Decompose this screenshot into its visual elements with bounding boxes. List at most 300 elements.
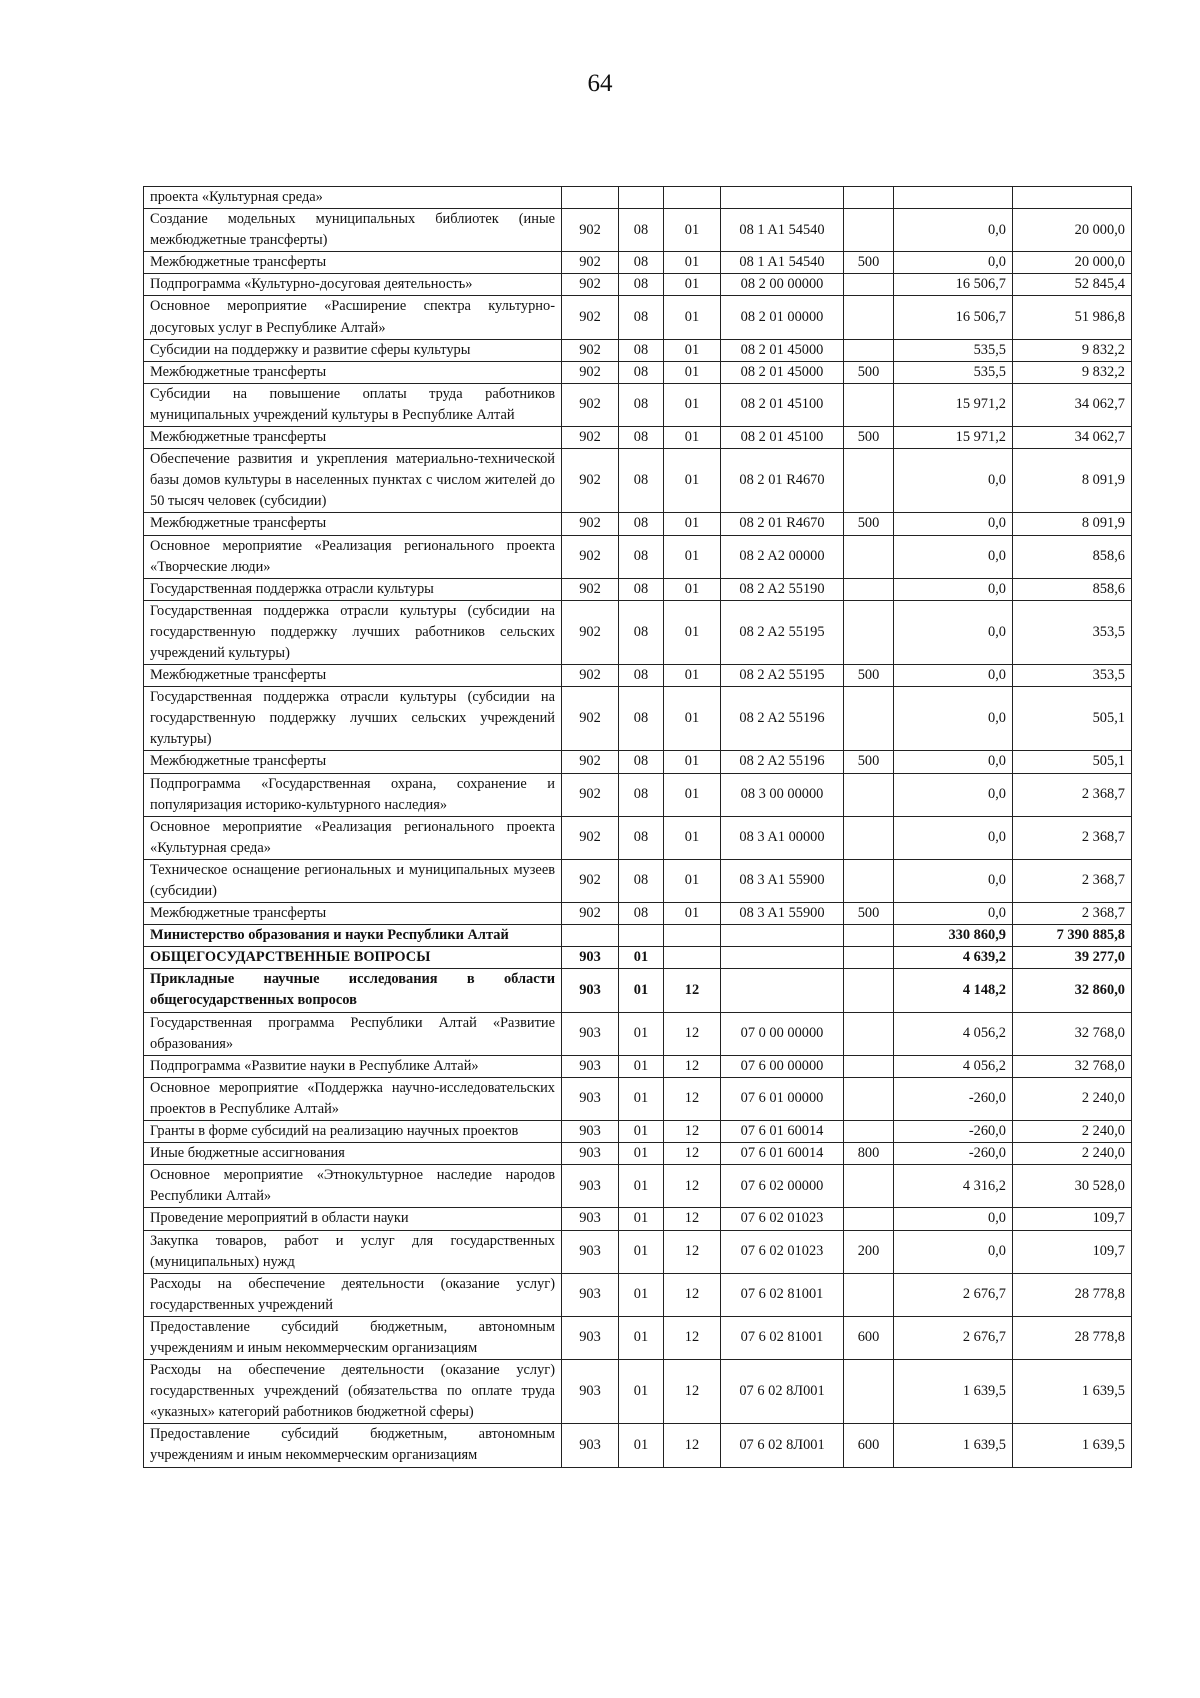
amount-change: 0,0 <box>894 600 1013 664</box>
amount-total: 353,5 <box>1013 665 1132 687</box>
amount-total: 28 778,8 <box>1013 1273 1132 1316</box>
subsection-code: 12 <box>664 1273 721 1316</box>
admin-code: 902 <box>562 361 619 383</box>
section-code: 01 <box>619 947 664 969</box>
subsection-code: 01 <box>664 687 721 751</box>
section-code: 01 <box>619 1077 664 1120</box>
row-name: Государственная поддержка отрасли культуры <box>144 578 562 600</box>
subsection-code: 12 <box>664 1360 721 1424</box>
expense-type-code: 600 <box>844 1316 894 1359</box>
admin-code: 903 <box>562 1077 619 1120</box>
amount-total: 858,6 <box>1013 578 1132 600</box>
expense-type-code <box>844 1121 894 1143</box>
target-article-code: 08 3 A1 00000 <box>721 816 844 859</box>
table-row <box>144 513 1132 535</box>
target-article-code: 08 2 01 R4670 <box>721 513 844 535</box>
row-name: Основное мероприятие «Расширение спектра культурно-досуговых услуг в Республике Алтай» <box>144 296 562 339</box>
target-article-code: 07 6 02 8Л001 <box>721 1360 844 1424</box>
subsection-code: 12 <box>664 1316 721 1359</box>
subsection-code: 01 <box>664 427 721 449</box>
admin-code: 902 <box>562 578 619 600</box>
amount-change: -260,0 <box>894 1143 1013 1165</box>
expense-type-code <box>844 600 894 664</box>
table-row <box>144 209 1132 252</box>
amount-total: 1 639,5 <box>1013 1424 1132 1467</box>
target-article-code: 08 2 01 45100 <box>721 427 844 449</box>
expense-type-code <box>844 274 894 296</box>
amount-total: 34 062,7 <box>1013 383 1132 426</box>
row-name: Предоставление субсидий бюджетным, автономным учреждениям и иным некоммерческим организациям <box>144 1424 562 1467</box>
table-row <box>144 427 1132 449</box>
table-row <box>144 1424 1132 1467</box>
section-code: 08 <box>619 578 664 600</box>
section-code: 08 <box>619 535 664 578</box>
section-code: 08 <box>619 427 664 449</box>
amount-change: 2 676,7 <box>894 1316 1013 1359</box>
amount-total: 39 277,0 <box>1013 947 1132 969</box>
amount-change: 0,0 <box>894 751 1013 773</box>
row-name: Основное мероприятие «Реализация регионального проекта «Творческие люди» <box>144 535 562 578</box>
amount-change: 0,0 <box>894 513 1013 535</box>
amount-total: 32 768,0 <box>1013 1012 1132 1055</box>
expense-type-code: 500 <box>844 361 894 383</box>
target-article-code: 08 2 A2 55196 <box>721 751 844 773</box>
amount-total: 32 860,0 <box>1013 969 1132 1012</box>
table-row <box>144 751 1132 773</box>
section-code: 01 <box>619 1316 664 1359</box>
admin-code <box>562 925 619 947</box>
table-row <box>144 1208 1132 1230</box>
amount-change: -260,0 <box>894 1077 1013 1120</box>
expense-type-code <box>844 947 894 969</box>
row-name: Обеспечение развития и укрепления материально-технической базы домов культуры в населенных пунктах с числом жителей до 50 тысяч человек (субсидии) <box>144 449 562 513</box>
target-article-code: 08 2 A2 00000 <box>721 535 844 578</box>
target-article-code <box>721 187 844 209</box>
amount-total: 20 000,0 <box>1013 252 1132 274</box>
budget-table <box>143 186 1132 1468</box>
admin-code: 902 <box>562 816 619 859</box>
admin-code: 903 <box>562 1165 619 1208</box>
section-code: 08 <box>619 665 664 687</box>
amount-total: 8 091,9 <box>1013 449 1132 513</box>
admin-code: 903 <box>562 1360 619 1424</box>
amount-total: 52 845,4 <box>1013 274 1132 296</box>
target-article-code: 08 2 A2 55190 <box>721 578 844 600</box>
section-code: 08 <box>619 361 664 383</box>
amount-total: 1 639,5 <box>1013 1360 1132 1424</box>
amount-total: 32 768,0 <box>1013 1055 1132 1077</box>
row-name: Межбюджетные трансферты <box>144 427 562 449</box>
target-article-code: 08 2 01 45000 <box>721 361 844 383</box>
target-article-code: 08 2 A2 55196 <box>721 687 844 751</box>
amount-change: 0,0 <box>894 578 1013 600</box>
amount-change: 535,5 <box>894 361 1013 383</box>
admin-code: 902 <box>562 600 619 664</box>
table-row <box>144 969 1132 1012</box>
amount-total: 858,6 <box>1013 535 1132 578</box>
subsection-code: 01 <box>664 339 721 361</box>
row-name: Межбюджетные трансферты <box>144 513 562 535</box>
section-code: 01 <box>619 1143 664 1165</box>
amount-change: 16 506,7 <box>894 296 1013 339</box>
subsection-code: 01 <box>664 600 721 664</box>
row-name: проекта «Культурная среда» <box>144 187 562 209</box>
amount-change: 0,0 <box>894 535 1013 578</box>
amount-change: 0,0 <box>894 687 1013 751</box>
amount-change: 0,0 <box>894 859 1013 902</box>
admin-code: 903 <box>562 1230 619 1273</box>
section-code: 08 <box>619 513 664 535</box>
section-code: 01 <box>619 1424 664 1467</box>
amount-change: 4 056,2 <box>894 1012 1013 1055</box>
admin-code: 903 <box>562 1424 619 1467</box>
target-article-code: 07 6 02 01023 <box>721 1208 844 1230</box>
expense-type-code <box>844 383 894 426</box>
subsection-code: 01 <box>664 361 721 383</box>
admin-code: 903 <box>562 1012 619 1055</box>
admin-code: 903 <box>562 1273 619 1316</box>
admin-code: 902 <box>562 513 619 535</box>
target-article-code: 07 6 02 8Л001 <box>721 1424 844 1467</box>
subsection-code: 01 <box>664 252 721 274</box>
table-row <box>144 1273 1132 1316</box>
subsection-code: 12 <box>664 1077 721 1120</box>
subsection-code <box>664 947 721 969</box>
target-article-code: 07 6 02 81001 <box>721 1316 844 1359</box>
admin-code: 902 <box>562 859 619 902</box>
expense-type-code <box>844 1077 894 1120</box>
amount-change: 1 639,5 <box>894 1424 1013 1467</box>
subsection-code: 01 <box>664 859 721 902</box>
section-code: 01 <box>619 1012 664 1055</box>
amount-total: 7 390 885,8 <box>1013 925 1132 947</box>
row-name: Иные бюджетные ассигнования <box>144 1143 562 1165</box>
table-row <box>144 1077 1132 1120</box>
expense-type-code <box>844 578 894 600</box>
expense-type-code <box>844 535 894 578</box>
row-name: ОБЩЕГОСУДАРСТВЕННЫЕ ВОПРОСЫ <box>144 947 562 969</box>
expense-type-code: 500 <box>844 903 894 925</box>
amount-change: 0,0 <box>894 449 1013 513</box>
expense-type-code: 500 <box>844 751 894 773</box>
amount-total: 505,1 <box>1013 751 1132 773</box>
row-name: Проведение мероприятий в области науки <box>144 1208 562 1230</box>
row-name: Министерство образования и науки Республики Алтай <box>144 925 562 947</box>
table-row <box>144 773 1132 816</box>
row-name: Межбюджетные трансферты <box>144 751 562 773</box>
table-row <box>144 1143 1132 1165</box>
section-code: 08 <box>619 903 664 925</box>
amount-change: 0,0 <box>894 1230 1013 1273</box>
amount-change: 535,5 <box>894 339 1013 361</box>
subsection-code <box>664 925 721 947</box>
table-row <box>144 1230 1132 1273</box>
table-row <box>144 1165 1132 1208</box>
section-code: 01 <box>619 1230 664 1273</box>
row-name: Межбюджетные трансферты <box>144 903 562 925</box>
admin-code: 902 <box>562 665 619 687</box>
amount-total: 30 528,0 <box>1013 1165 1132 1208</box>
amount-change: 330 860,9 <box>894 925 1013 947</box>
table-row <box>144 339 1132 361</box>
table-row <box>144 859 1132 902</box>
admin-code: 902 <box>562 687 619 751</box>
subsection-code: 12 <box>664 1230 721 1273</box>
amount-total: 2 368,7 <box>1013 859 1132 902</box>
target-article-code <box>721 969 844 1012</box>
subsection-code <box>664 187 721 209</box>
subsection-code: 01 <box>664 274 721 296</box>
table-row <box>144 578 1132 600</box>
section-code: 01 <box>619 1208 664 1230</box>
subsection-code: 12 <box>664 1055 721 1077</box>
section-code <box>619 925 664 947</box>
table-row <box>144 1055 1132 1077</box>
table-row <box>144 687 1132 751</box>
target-article-code: 08 1 A1 54540 <box>721 209 844 252</box>
subsection-code: 12 <box>664 1121 721 1143</box>
amount-change: 0,0 <box>894 209 1013 252</box>
admin-code: 902 <box>562 773 619 816</box>
row-name: Государственная поддержка отрасли культуры (субсидии на государственную поддержку лучших сельских учреждений культуры) <box>144 687 562 751</box>
target-article-code <box>721 947 844 969</box>
amount-total: 2 240,0 <box>1013 1121 1132 1143</box>
section-code: 08 <box>619 339 664 361</box>
row-name: Подпрограмма «Культурно-досуговая деятельность» <box>144 274 562 296</box>
section-code: 08 <box>619 209 664 252</box>
expense-type-code <box>844 969 894 1012</box>
amount-change: 15 971,2 <box>894 427 1013 449</box>
section-code: 01 <box>619 1360 664 1424</box>
amount-total: 28 778,8 <box>1013 1316 1132 1359</box>
admin-code: 902 <box>562 252 619 274</box>
section-code: 08 <box>619 859 664 902</box>
admin-code <box>562 187 619 209</box>
expense-type-code <box>844 1055 894 1077</box>
admin-code: 902 <box>562 274 619 296</box>
amount-change: 4 056,2 <box>894 1055 1013 1077</box>
admin-code: 903 <box>562 1316 619 1359</box>
row-name: Предоставление субсидий бюджетным, автономным учреждениям и иным некоммерческим организациям <box>144 1316 562 1359</box>
row-name: Основное мероприятие «Поддержка научно-исследовательских проектов в Республике Алтай» <box>144 1077 562 1120</box>
expense-type-code <box>844 209 894 252</box>
row-name: Межбюджетные трансферты <box>144 361 562 383</box>
table-row <box>144 1121 1132 1143</box>
admin-code: 902 <box>562 903 619 925</box>
expense-type-code: 800 <box>844 1143 894 1165</box>
amount-change: 2 676,7 <box>894 1273 1013 1316</box>
table-row <box>144 449 1132 513</box>
section-code: 08 <box>619 296 664 339</box>
target-article-code: 08 2 01 45100 <box>721 383 844 426</box>
amount-change: 0,0 <box>894 252 1013 274</box>
row-name: Создание модельных муниципальных библиотек (иные межбюджетные трансферты) <box>144 209 562 252</box>
amount-total: 2 368,7 <box>1013 773 1132 816</box>
table-body <box>144 187 1132 1468</box>
admin-code: 903 <box>562 1208 619 1230</box>
admin-code: 903 <box>562 1143 619 1165</box>
table-row <box>144 947 1132 969</box>
table-row <box>144 1360 1132 1424</box>
expense-type-code: 500 <box>844 252 894 274</box>
section-code: 08 <box>619 773 664 816</box>
amount-total: 353,5 <box>1013 600 1132 664</box>
expense-type-code <box>844 925 894 947</box>
admin-code: 902 <box>562 449 619 513</box>
amount-total: 2 368,7 <box>1013 903 1132 925</box>
amount-total: 9 832,2 <box>1013 361 1132 383</box>
target-article-code: 08 2 A2 55195 <box>721 665 844 687</box>
target-article-code: 08 2 01 R4670 <box>721 449 844 513</box>
target-article-code: 08 2 01 45000 <box>721 339 844 361</box>
subsection-code: 12 <box>664 1424 721 1467</box>
section-code: 01 <box>619 1055 664 1077</box>
table-row <box>144 816 1132 859</box>
target-article-code: 07 0 00 00000 <box>721 1012 844 1055</box>
amount-total: 2 240,0 <box>1013 1143 1132 1165</box>
table-row <box>144 1012 1132 1055</box>
expense-type-code <box>844 1012 894 1055</box>
subsection-code: 12 <box>664 969 721 1012</box>
target-article-code: 08 2 00 00000 <box>721 274 844 296</box>
table-row <box>144 665 1132 687</box>
expense-type-code <box>844 859 894 902</box>
section-code: 01 <box>619 1165 664 1208</box>
table-row <box>144 600 1132 664</box>
admin-code: 902 <box>562 383 619 426</box>
row-name: Техническое оснащение региональных и муниципальных музеев (субсидии) <box>144 859 562 902</box>
amount-total <box>1013 187 1132 209</box>
amount-change: 16 506,7 <box>894 274 1013 296</box>
expense-type-code: 500 <box>844 513 894 535</box>
row-name: Субсидии на повышение оплаты труда работников муниципальных учреждений культуры в Республике Алтай <box>144 383 562 426</box>
table-row <box>144 187 1132 209</box>
table-row <box>144 361 1132 383</box>
table-row <box>144 1316 1132 1359</box>
table-row <box>144 535 1132 578</box>
amount-total: 2 240,0 <box>1013 1077 1132 1120</box>
section-code <box>619 187 664 209</box>
subsection-code: 01 <box>664 513 721 535</box>
amount-change: 0,0 <box>894 903 1013 925</box>
admin-code: 902 <box>562 339 619 361</box>
amount-total: 109,7 <box>1013 1230 1132 1273</box>
amount-change <box>894 187 1013 209</box>
expense-type-code <box>844 816 894 859</box>
amount-change: 0,0 <box>894 816 1013 859</box>
table-row <box>144 274 1132 296</box>
row-name: Межбюджетные трансферты <box>144 665 562 687</box>
target-article-code: 08 3 A1 55900 <box>721 859 844 902</box>
admin-code: 903 <box>562 1121 619 1143</box>
subsection-code: 12 <box>664 1165 721 1208</box>
section-code: 08 <box>619 274 664 296</box>
expense-type-code <box>844 687 894 751</box>
expense-type-code <box>844 1165 894 1208</box>
target-article-code: 07 6 00 00000 <box>721 1055 844 1077</box>
amount-total: 2 368,7 <box>1013 816 1132 859</box>
admin-code: 902 <box>562 427 619 449</box>
subsection-code: 01 <box>664 751 721 773</box>
target-article-code: 08 2 01 00000 <box>721 296 844 339</box>
row-name: Подпрограмма «Развитие науки в Республике Алтай» <box>144 1055 562 1077</box>
amount-total: 109,7 <box>1013 1208 1132 1230</box>
target-article-code: 08 3 00 00000 <box>721 773 844 816</box>
expense-type-code: 600 <box>844 1424 894 1467</box>
row-name: Государственная поддержка отрасли культуры (субсидии на государственную поддержку лучших работников сельских учреждений культуры) <box>144 600 562 664</box>
section-code: 08 <box>619 252 664 274</box>
amount-change: 15 971,2 <box>894 383 1013 426</box>
section-code: 08 <box>619 449 664 513</box>
subsection-code: 01 <box>664 383 721 426</box>
row-name: Основное мероприятие «Этнокультурное наследие народов Республики Алтай» <box>144 1165 562 1208</box>
row-name: Прикладные научные исследования в области общегосударственных вопросов <box>144 969 562 1012</box>
expense-type-code <box>844 773 894 816</box>
expense-type-code: 200 <box>844 1230 894 1273</box>
target-article-code: 07 6 02 81001 <box>721 1273 844 1316</box>
amount-change: 0,0 <box>894 1208 1013 1230</box>
table-row <box>144 925 1132 947</box>
row-name: Гранты в форме субсидий на реализацию научных проектов <box>144 1121 562 1143</box>
target-article-code: 07 6 01 60014 <box>721 1121 844 1143</box>
subsection-code: 12 <box>664 1143 721 1165</box>
target-article-code: 07 6 01 60014 <box>721 1143 844 1165</box>
target-article-code <box>721 925 844 947</box>
amount-total: 20 000,0 <box>1013 209 1132 252</box>
admin-code: 902 <box>562 296 619 339</box>
table-row <box>144 296 1132 339</box>
section-code: 01 <box>619 969 664 1012</box>
subsection-code: 12 <box>664 1012 721 1055</box>
target-article-code: 07 6 02 01023 <box>721 1230 844 1273</box>
amount-total: 505,1 <box>1013 687 1132 751</box>
amount-change: 4 316,2 <box>894 1165 1013 1208</box>
expense-type-code <box>844 1208 894 1230</box>
admin-code: 902 <box>562 751 619 773</box>
section-code: 01 <box>619 1273 664 1316</box>
admin-code: 902 <box>562 535 619 578</box>
row-name: Закупка товаров, работ и услуг для государственных (муниципальных) нужд <box>144 1230 562 1273</box>
amount-change: -260,0 <box>894 1121 1013 1143</box>
amount-change: 0,0 <box>894 773 1013 816</box>
row-name: Субсидии на поддержку и развитие сферы культуры <box>144 339 562 361</box>
row-name: Расходы на обеспечение деятельности (оказание услуг) государственных учреждений <box>144 1273 562 1316</box>
section-code: 01 <box>619 1121 664 1143</box>
section-code: 08 <box>619 751 664 773</box>
subsection-code: 01 <box>664 535 721 578</box>
amount-change: 1 639,5 <box>894 1360 1013 1424</box>
target-article-code: 07 6 02 00000 <box>721 1165 844 1208</box>
expense-type-code <box>844 339 894 361</box>
target-article-code: 08 2 A2 55195 <box>721 600 844 664</box>
row-name: Подпрограмма «Государственная охрана, сохранение и популяризация историко-культурного наследия» <box>144 773 562 816</box>
target-article-code: 07 6 01 00000 <box>721 1077 844 1120</box>
subsection-code: 01 <box>664 816 721 859</box>
subsection-code: 01 <box>664 665 721 687</box>
subsection-code: 01 <box>664 209 721 252</box>
subsection-code: 01 <box>664 296 721 339</box>
section-code: 08 <box>619 816 664 859</box>
admin-code: 903 <box>562 947 619 969</box>
amount-total: 9 832,2 <box>1013 339 1132 361</box>
section-code: 08 <box>619 687 664 751</box>
amount-change: 4 639,2 <box>894 947 1013 969</box>
target-article-code: 08 1 A1 54540 <box>721 252 844 274</box>
expense-type-code <box>844 1273 894 1316</box>
amount-total: 51 986,8 <box>1013 296 1132 339</box>
expense-type-code: 500 <box>844 665 894 687</box>
expense-type-code: 500 <box>844 427 894 449</box>
